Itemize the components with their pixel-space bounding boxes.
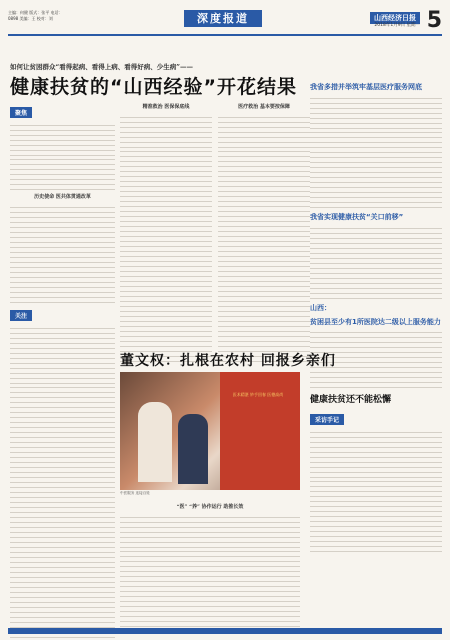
sidebar-heading: 贫困县至少有1所医院达二级以上服务能力 bbox=[310, 317, 441, 326]
body-text-block bbox=[10, 203, 115, 302]
page-footer bbox=[8, 628, 442, 634]
header-rule bbox=[8, 34, 442, 36]
section-tag: 聚焦 bbox=[10, 107, 32, 118]
body-text-block bbox=[10, 324, 115, 640]
subheading: 历史使命 医共体贯通改革 bbox=[34, 194, 91, 201]
page-number: 5 bbox=[426, 8, 442, 33]
article-headline: 健康扶贫的“山西经验”开花结果 bbox=[10, 76, 297, 98]
article-kicker: 如何让贫困群众“看得起病、看得上病、看得好病、少生病”—— bbox=[10, 63, 193, 71]
sidebar-heading: 我省实现健康扶贫“关口前移” bbox=[310, 213, 404, 222]
body-text-block bbox=[10, 121, 115, 190]
feature-title: 董文权：扎根在农村 回报乡亲们 bbox=[120, 353, 336, 369]
subheading: 医疗救治 基本要按保障 bbox=[238, 104, 290, 110]
banner-text: 医术精湛 妙手回春 医德高尚 bbox=[232, 392, 284, 397]
subheading: “医” “养” 协作运行 助推长效 bbox=[176, 504, 244, 510]
text-column bbox=[120, 100, 212, 362]
masthead-meta: 主编：何健 版式：张平 电话：0898 美编：王 校对：刘 bbox=[8, 10, 63, 21]
subheading: 精准救治 医保保底线 bbox=[142, 104, 190, 110]
section-tag: 关注 bbox=[10, 310, 32, 321]
patient-figure bbox=[178, 414, 208, 484]
feature-body bbox=[120, 500, 300, 628]
text-column bbox=[218, 100, 310, 362]
paper-name: 山西经济日报 bbox=[370, 12, 420, 24]
section-tag: 采访手记 bbox=[310, 414, 344, 425]
feature-photo bbox=[120, 372, 300, 490]
photo-caption: 中医服务 连接百姓 bbox=[120, 491, 150, 495]
section-title: 深度报道 bbox=[184, 10, 262, 27]
sidebar-column bbox=[310, 78, 442, 553]
sidebar-heading: 健康扶贫还不能松懈 bbox=[310, 395, 392, 406]
left-column bbox=[10, 100, 115, 640]
doctor-figure bbox=[138, 402, 172, 482]
sidebar-heading: 山西： bbox=[310, 303, 331, 312]
sidebar-heading: 我省多措并举筑牢基层医疗服务网底 bbox=[310, 83, 422, 91]
page-header bbox=[8, 8, 442, 42]
banner-wall bbox=[220, 372, 300, 490]
issue-date: 2018年1月9日 星期一 bbox=[374, 23, 420, 28]
